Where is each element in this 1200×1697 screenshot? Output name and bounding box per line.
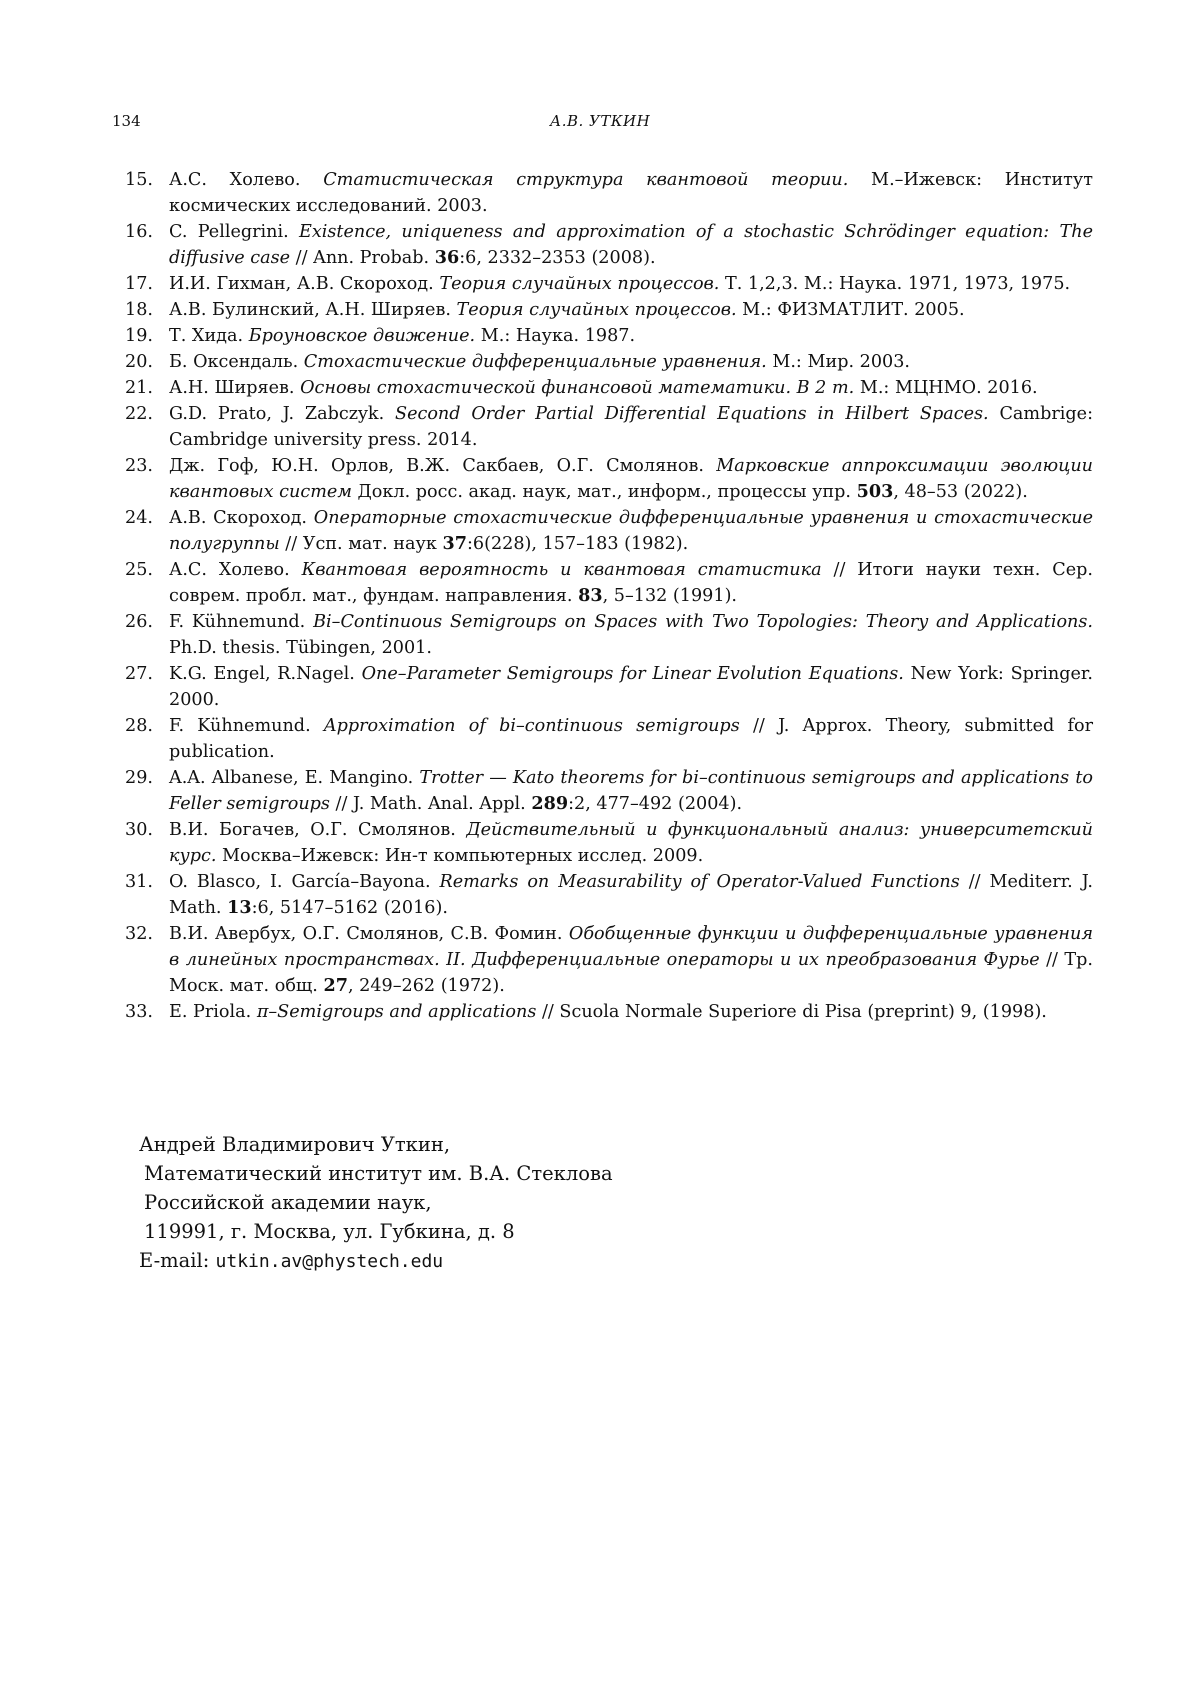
reference-item	[125, 817, 1093, 869]
reference-title: One–Parameter Semigroups for Linear Evolution Equations.	[361, 664, 904, 684]
reference-pages: :6, 2332–2353 (2008).	[459, 248, 656, 268]
reference-number: 22.	[125, 404, 153, 424]
reference-volume: 27	[323, 975, 348, 996]
reference-authors: А.В. Скороход.	[169, 508, 314, 528]
reference-number: 16.	[125, 222, 153, 242]
reference-number: 15.	[125, 170, 153, 190]
reference-source: Т. 1,2,3. М.: Наука. 1971, 1973, 1975.	[719, 274, 1071, 294]
reference-title: Approximation of bi–continuous semigroups	[323, 716, 740, 736]
reference-volume: 289	[531, 793, 569, 814]
email-link[interactable]: utkin.av@phystech.edu	[215, 1251, 444, 1272]
reference-authors: А.С. Холево.	[169, 560, 302, 580]
reference-pages: :2, 477–492 (2004).	[568, 794, 743, 814]
reference-number: 24.	[125, 508, 153, 528]
page-header	[0, 112, 1200, 136]
reference-authors: O. Blasco, I. García–Bayona.	[169, 872, 440, 892]
reference-number: 27.	[125, 664, 153, 684]
reference-source: // J. Math. Anal. Appl.	[329, 794, 532, 814]
reference-title: Bi–Continuous Semigroups on Spaces with Two Topologies: Theory and Applications.	[313, 612, 1094, 632]
reference-item	[125, 765, 1093, 817]
reference-title: Теория случайных процессов.	[456, 300, 737, 320]
reference-authors: В.И. Богачев, О.Г. Смолянов.	[169, 820, 467, 840]
reference-title: Стохастические дифференциальные уравнения.	[303, 352, 767, 372]
reference-authors: В.И. Авербух, О.Г. Смолянов, С.В. Фомин.	[169, 924, 569, 944]
reference-number: 30.	[125, 820, 153, 840]
reference-source: М.: ФИЗМАТЛИТ. 2005.	[736, 300, 965, 320]
reference-title: Статистическая структура квантовой теории.	[323, 170, 849, 190]
reference-number: 19.	[125, 326, 153, 346]
reference-number: 32.	[125, 924, 153, 944]
reference-authors: E. Priola.	[169, 1002, 257, 1022]
reference-title: Квантовая вероятность и квантовая статистика	[301, 560, 822, 580]
reference-item	[125, 505, 1093, 557]
reference-source: New York: Springer. 2000.	[169, 664, 1093, 710]
reference-authors: K.G. Engel, R.Nagel.	[169, 664, 362, 684]
reference-number: 25.	[125, 560, 153, 580]
reference-item	[125, 167, 1093, 219]
reference-source: // Mediterr. J. Math.	[169, 872, 1093, 918]
reference-authors: Б. Оксендаль.	[169, 352, 304, 372]
reference-item	[125, 713, 1093, 765]
reference-source: Cambrige: Cambridge university press. 2014.	[169, 404, 1093, 450]
reference-source: Докл. росс. акад. наук, мат., информ., процессы упр.	[351, 482, 857, 502]
reference-authors: А.С. Холево.	[169, 170, 324, 190]
reference-item	[125, 869, 1093, 921]
reference-title: π–Semigroups and applications	[256, 1002, 537, 1022]
reference-authors: Т. Хида.	[169, 326, 249, 346]
reference-source: // J. Approx. Theory, submitted for publication.	[169, 716, 1094, 762]
reference-item	[125, 375, 1093, 401]
author-address: 119991, г. Москва, ул. Губкина, д. 8	[144, 1220, 515, 1243]
reference-number: 28.	[125, 716, 153, 736]
page-number: 134	[112, 112, 141, 130]
reference-title: Основы стохастической финансовой математики. В 2 т.	[300, 378, 855, 398]
reference-number: 31.	[125, 872, 153, 892]
reference-item	[125, 557, 1093, 609]
running-head: А.В. УТКИН	[549, 112, 651, 130]
reference-volume: 503	[856, 481, 894, 502]
author-name: Андрей Владимирович Уткин,	[139, 1133, 451, 1156]
reference-authors: A.A. Albanese, E. Mangino.	[169, 768, 420, 788]
reference-pages: , 48–53 (2022).	[893, 482, 1028, 502]
reference-authors: F. Kühnemund.	[169, 612, 314, 632]
reference-list	[125, 167, 1093, 1025]
author-block	[139, 1130, 613, 1276]
reference-item	[125, 661, 1093, 713]
reference-title: Remarks on Measurability of Operator-Valued Functions	[439, 872, 960, 892]
reference-number: 33.	[125, 1002, 153, 1022]
reference-item	[125, 999, 1093, 1025]
reference-authors: G.D. Prato, J. Zabczyk.	[169, 404, 396, 424]
reference-volume: 37	[442, 533, 467, 554]
author-affiliation-1: Математический институт им. В.А. Стеклова	[144, 1162, 613, 1185]
reference-item	[125, 271, 1093, 297]
reference-item	[125, 323, 1093, 349]
reference-source: Москва–Ижевск: Ин-т компьютерных исслед. 2009.	[216, 846, 704, 866]
reference-source: М.: Мир. 2003.	[766, 352, 911, 372]
reference-source: М.: Наука. 1987.	[475, 326, 636, 346]
author-email-line	[139, 1246, 613, 1276]
author-affiliation-2: Российской академии наук,	[144, 1191, 432, 1214]
reference-number: 17.	[125, 274, 153, 294]
reference-pages: :6(228), 157–183 (1982).	[466, 534, 689, 554]
reference-number: 20.	[125, 352, 153, 372]
reference-item	[125, 921, 1093, 999]
reference-authors: А.Н. Ширяев.	[169, 378, 301, 398]
reference-pages: , 5–132 (1991).	[602, 586, 738, 606]
reference-source: // Тр. Моск. мат. общ.	[169, 950, 1093, 996]
reference-number: 23.	[125, 456, 153, 476]
reference-source: Ph.D. thesis. Tübingen, 2001.	[169, 638, 432, 658]
reference-pages: , 249–262 (1972).	[347, 976, 505, 996]
reference-title: Second Order Partial Differential Equations in Hilbert Spaces.	[395, 404, 989, 424]
reference-title: Марковские аппроксимации эволюции квантовых систем	[169, 456, 1094, 502]
reference-title: Trotter — Kato theorems for bi–continuous semigroups and applications to Feller semigroups	[169, 768, 1093, 814]
reference-authors: А.В. Булинский, А.Н. Ширяев.	[169, 300, 457, 320]
reference-item	[125, 609, 1093, 661]
reference-title: Действительный и функциональный анализ: университетский курс.	[169, 820, 1094, 866]
email-label: E-mail:	[139, 1249, 216, 1272]
reference-authors: Дж. Гоф, Ю.Н. Орлов, В.Ж. Сакбаев, О.Г. Смолянов.	[169, 456, 717, 476]
reference-source: // Усп. мат. наук	[279, 534, 443, 554]
reference-title: Обобщенные функции и дифференциальные уравнения в линейных пространствах. II. Дифференциальные операторы и их преобразования Фурье	[169, 924, 1093, 970]
reference-authors: F. Kühnemund.	[169, 716, 324, 736]
reference-authors: И.И. Гихман, А.В. Скороход.	[169, 274, 440, 294]
reference-item	[125, 219, 1093, 271]
reference-title: Операторные стохастические дифференциальные уравнения и стохастические полугруппы	[169, 508, 1093, 554]
reference-number: 29.	[125, 768, 153, 788]
reference-item	[125, 349, 1093, 375]
reference-source: // Ann. Probab.	[290, 248, 435, 268]
reference-item	[125, 401, 1093, 453]
reference-source: // Scuola Normale Superiore di Pisa (preprint) 9, (1998).	[536, 1002, 1047, 1022]
reference-item	[125, 297, 1093, 323]
reference-title: Existence, uniqueness and approximation of a stochastic Schrödinger equation: The diffusive case	[169, 222, 1093, 268]
reference-pages: М.–Ижевск: Институт космических исследований. 2003.	[169, 170, 1093, 216]
reference-volume: 36	[434, 247, 460, 268]
reference-item	[125, 453, 1093, 505]
reference-volume: 13	[227, 897, 252, 918]
reference-volume: 83	[578, 585, 603, 606]
reference-title: Теория случайных процессов.	[439, 274, 720, 294]
reference-source: М.: МЦНМО. 2016.	[854, 378, 1038, 398]
reference-number: 21.	[125, 378, 153, 398]
reference-authors: C. Pellegrini.	[169, 222, 300, 242]
reference-number: 26.	[125, 612, 153, 632]
reference-title: Броуновское движение.	[248, 326, 476, 346]
reference-number: 18.	[125, 300, 153, 320]
reference-source: // Итоги науки техн. Сер. соврем. пробл. мат., фундам. направления.	[169, 560, 1094, 606]
reference-pages: :6, 5147–5162 (2016).	[251, 898, 448, 918]
